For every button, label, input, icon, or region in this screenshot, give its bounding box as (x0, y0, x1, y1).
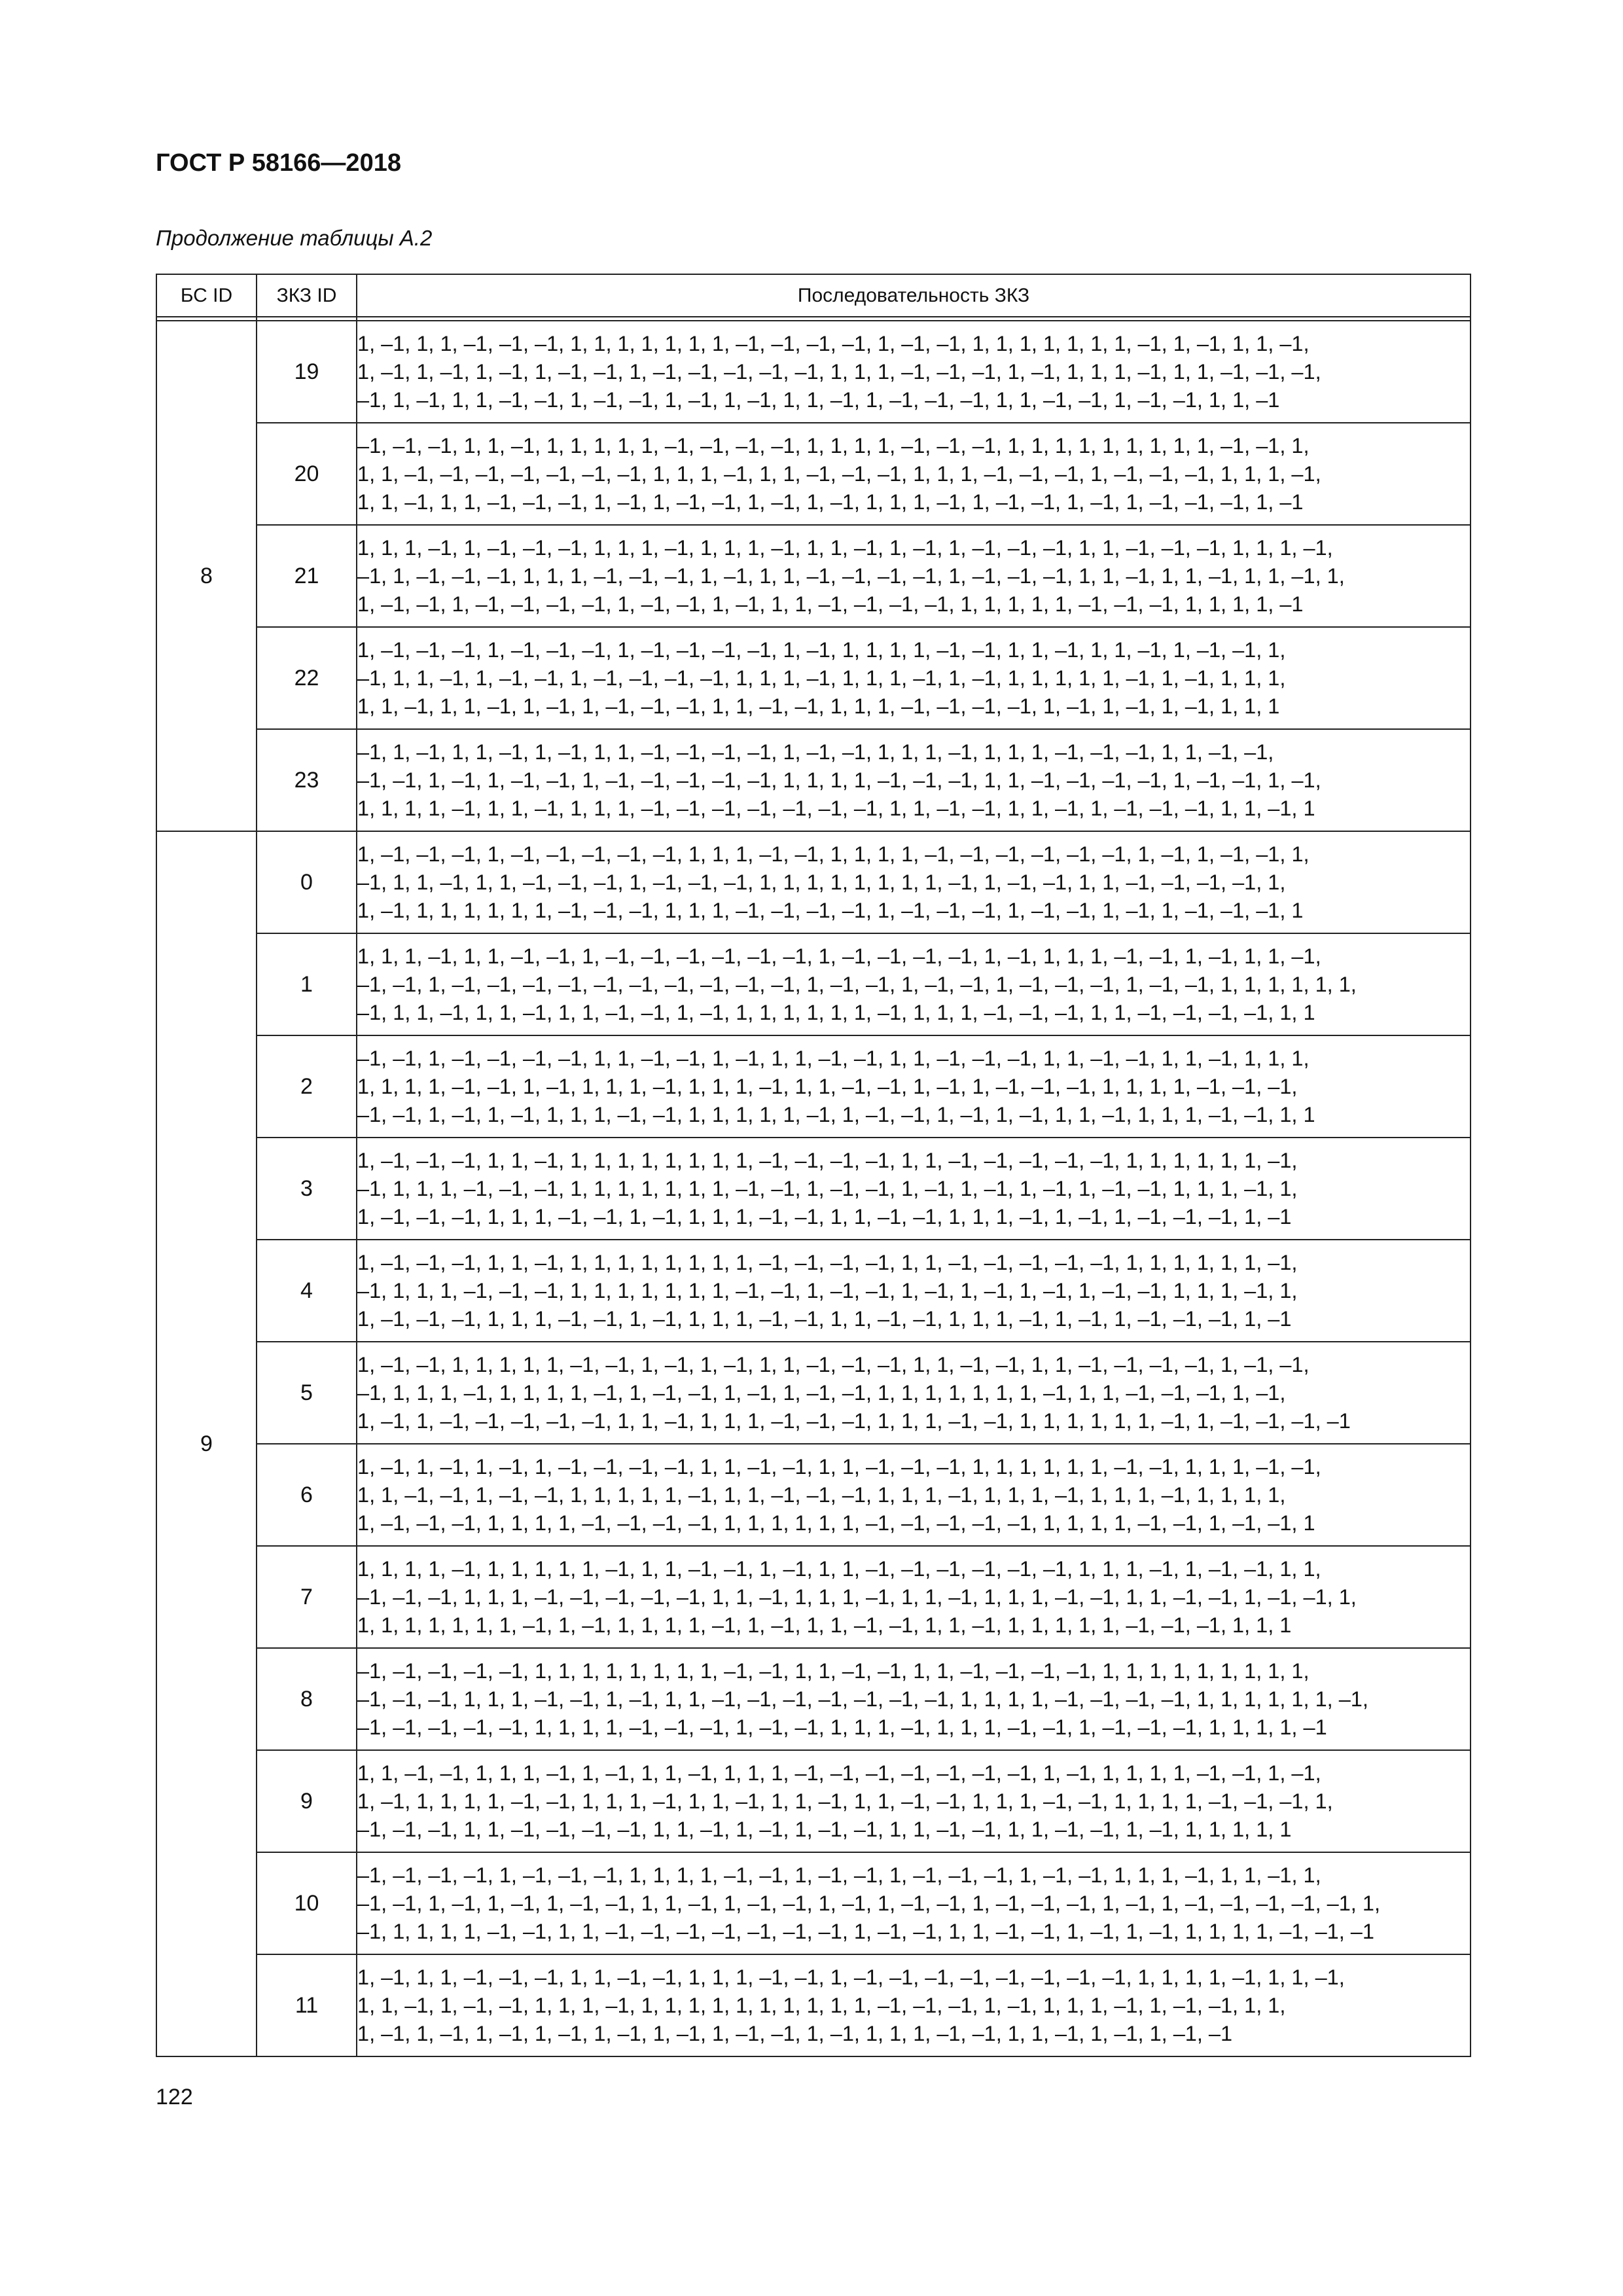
sequence-line: –1, –1, 1, –1, 1, –1, 1, –1, –1, 1, 1, –1, 1, –1, –1, 1, –1, 1, –1, –1, 1, –1, –1, –1, 1, –1, 1, –1, –1, –1, –1, –1, 1, (357, 1891, 1380, 1915)
table-row (156, 1648, 1471, 1750)
sequence-line: 1, 1, 1, 1, –1, –1, 1, –1, 1, 1, 1, –1, 1, 1, 1, –1, 1, 1, –1, –1, 1, –1, 1, –1, –1, –1, 1, 1, 1, 1, –1, –1, –1, (357, 1074, 1298, 1098)
sequence-line: –1, –1, –1, 1, 1, –1, –1, –1, –1, 1, 1, –1, 1, –1, 1, –1, –1, 1, 1, –1, –1, 1, 1, –1, –1, 1, –1, 1, 1, 1, 1, 1 (357, 1817, 1292, 1841)
sequence-line: 1, –1, 1, 1, 1, 1, 1, 1, –1, –1, –1, 1, 1, 1, –1, –1, –1, –1, 1, –1, –1, –1, 1, –1, –1, 1, –1, 1, –1, –1, –1, 1 (357, 898, 1304, 922)
table-row (156, 1954, 1471, 2056)
bs-id-cell: 8 (156, 321, 257, 831)
sequence-line: –1, 1, 1, –1, 1, 1, –1, –1, –1, 1, –1, –1, –1, 1, 1, 1, 1, 1, 1, 1, 1, –1, 1, –1, –1, 1, 1, –1, –1, –1, –1, 1, (357, 870, 1286, 894)
sequence-cell (357, 1648, 1471, 1750)
sequence-line: 1, –1, –1, –1, 1, 1, 1, 1, –1, –1, –1, –1, 1, 1, 1, 1, 1, 1, –1, –1, –1, –1, –1, 1, 1, 1, 1, –1, –1, 1, –1, –1, 1 (357, 1511, 1315, 1535)
sequence-line: –1, 1, 1, 1, –1, –1, –1, 1, 1, 1, 1, 1, 1, 1, –1, –1, 1, –1, –1, 1, –1, 1, –1, 1, –1, 1, –1, –1, 1, 1, 1, –1, 1, (357, 1176, 1298, 1200)
table-row (156, 627, 1471, 729)
page-number: 122 (156, 2085, 193, 2109)
table-row (156, 1546, 1471, 1648)
zkz-id-cell: 10 (257, 1852, 357, 1954)
sequence-cell (357, 729, 1471, 831)
zkz-id-cell: 5 (257, 1342, 357, 1444)
sequence-cell (357, 1035, 1471, 1138)
sequence-line: 1, 1, –1, 1, –1, –1, 1, 1, 1, –1, 1, 1, 1, 1, 1, 1, 1, 1, 1, 1, –1, –1, –1, 1, –1, 1, 1, 1, –1, 1, –1, –1, 1, 1, (357, 1993, 1286, 2017)
table-row (156, 831, 1471, 933)
sequence-line: –1, –1, –1, –1, 1, –1, –1, –1, 1, 1, 1, 1, –1, –1, 1, –1, –1, 1, –1, –1, –1, 1, –1, –1, 1, 1, 1, –1, 1, 1, –1, 1, (357, 1863, 1321, 1887)
sequence-line: –1, 1, 1, 1, –1, –1, –1, 1, 1, 1, 1, 1, 1, 1, –1, –1, 1, –1, –1, 1, –1, 1, –1, 1, –1, 1, –1, –1, 1, 1, 1, –1, 1, (357, 1278, 1298, 1302)
table-row (156, 1444, 1471, 1546)
zkz-id-cell: 23 (257, 729, 357, 831)
sequence-line: –1, –1, –1, –1, –1, 1, 1, 1, 1, –1, –1, –1, 1, –1, –1, 1, 1, 1, –1, 1, 1, 1, –1, –1, 1, –1, –1, –1, 1, 1, 1, 1, –1 (357, 1715, 1327, 1739)
sequence-line: 1, –1, –1, 1, –1, –1, –1, –1, 1, –1, –1, 1, –1, 1, 1, –1, –1, –1, –1, 1, 1, 1, 1, 1, –1, –1, –1, 1, 1, 1, 1, –1 (357, 592, 1304, 616)
zkz-id-cell: 21 (257, 525, 357, 627)
sequence-line: 1, 1, –1, 1, 1, –1, 1, –1, 1, –1, –1, –1, 1, 1, –1, –1, 1, 1, 1, –1, –1, –1, –1, 1, –1, 1, –1, 1, –1, 1, 1, 1 (357, 694, 1280, 718)
sequence-cell (357, 525, 1471, 627)
bs-id-cell: 9 (156, 831, 257, 2056)
sequence-line: 1, –1, –1, 1, 1, 1, 1, 1, –1, –1, 1, –1, 1, –1, 1, 1, –1, –1, –1, 1, 1, –1, –1, 1, 1, –1, –1, –1, –1, 1, –1, –1, (357, 1352, 1310, 1376)
sequence-line: 1, 1, –1, –1, 1, 1, 1, –1, 1, –1, 1, 1, –1, 1, 1, 1, –1, –1, –1, –1, –1, –1, –1, 1, –1, 1, 1, 1, 1, –1, –1, 1, –1, (357, 1761, 1321, 1785)
sequence-cell (357, 1750, 1471, 1852)
document-title: ГОСТ Р 58166—2018 (156, 149, 401, 177)
table-row (156, 525, 1471, 627)
sequence-line: 1, 1, 1, 1, 1, 1, 1, –1, 1, –1, 1, 1, 1, 1, –1, 1, –1, 1, 1, –1, –1, 1, 1, –1, 1, 1, 1, 1, 1, –1, –1, –1, 1, 1, 1 (357, 1613, 1292, 1637)
sequence-line: 1, –1, 1, –1, 1, –1, 1, –1, –1, –1, –1, 1, 1, –1, –1, 1, 1, –1, –1, –1, 1, 1, 1, 1, 1, 1, –1, –1, 1, 1, 1, –1, –1, (357, 1454, 1321, 1479)
sequence-line: –1, 1, –1, 1, 1, –1, –1, 1, –1, –1, 1, –1, 1, –1, 1, 1, –1, 1, –1, –1, –1, 1, 1, –1, –1, 1, –1, –1, 1, 1, –1 (357, 387, 1280, 412)
sequence-line: –1, 1, 1, 1, 1, –1, –1, 1, 1, –1, –1, –1, –1, –1, –1, –1, 1, –1, –1, 1, 1, –1, –1, 1, –1, 1, –1, 1, 1, 1, 1, –1, –1, –1 (357, 1919, 1374, 1943)
zkz-id-cell: 0 (257, 831, 357, 933)
sequence-cell (357, 1954, 1471, 2056)
sequence-line: 1, 1, 1, 1, –1, 1, 1, 1, 1, 1, –1, 1, 1, –1, –1, 1, –1, 1, 1, –1, –1, –1, –1, –1, –1, 1, 1, 1, –1, 1, –1, –1, 1, 1, (357, 1556, 1321, 1581)
column-header-zkz-id: ЗКЗ ID (257, 274, 357, 317)
sequence-line: 1, –1, 1, 1, –1, –1, –1, 1, 1, –1, –1, 1, 1, 1, –1, –1, 1, –1, –1, –1, –1, –1, –1, –1, –1, 1, 1, 1, 1, –1, 1, 1, –1, (357, 1965, 1345, 1989)
sequence-line: –1, –1, –1, 1, 1, 1, –1, –1, 1, –1, 1, 1, –1, –1, –1, –1, –1, –1, –1, 1, 1, 1, 1, –1, –1, –1, –1, 1, 1, 1, 1, 1, 1, –1, (357, 1687, 1368, 1711)
sequence-line: –1, –1, 1, –1, 1, –1, 1, 1, 1, –1, –1, 1, 1, 1, 1, 1, –1, 1, –1, –1, 1, –1, 1, –1, 1, 1, –1, 1, 1, 1, –1, –1, 1, 1 (357, 1102, 1315, 1126)
table-row (156, 1035, 1471, 1138)
sequence-line: 1, –1, 1, –1, 1, –1, 1, –1, –1, 1, –1, –1, –1, –1, –1, 1, 1, 1, –1, –1, –1, 1, –1, 1, 1, 1, –1, 1, 1, –1, –1, –1, (357, 359, 1321, 384)
sequence-line: 1, –1, 1, –1, –1, –1, –1, –1, 1, 1, –1, 1, 1, 1, –1, –1, –1, 1, 1, 1, –1, –1, 1, 1, 1, 1, 1, 1, –1, 1, –1, –1, –1, –1 (357, 1408, 1351, 1433)
sequence-line: 1, –1, 1, 1, –1, –1, –1, 1, 1, 1, 1, 1, 1, 1, –1, –1, –1, –1, 1, –1, –1, 1, 1, 1, 1, 1, 1, 1, –1, 1, –1, 1, 1, –1, (357, 331, 1310, 355)
sequence-cell (357, 1546, 1471, 1648)
sequence-line: –1, 1, 1, 1, –1, 1, 1, 1, 1, –1, 1, –1, –1, 1, –1, 1, –1, –1, 1, 1, 1, 1, 1, 1, 1, –1, 1, 1, –1, –1, –1, 1, –1, (357, 1380, 1286, 1405)
table-row (156, 321, 1471, 423)
sequence-cell (357, 321, 1471, 423)
table-row (156, 1750, 1471, 1852)
column-header-sequence: Последовательность ЗКЗ (357, 274, 1471, 317)
sequence-cell (357, 1342, 1471, 1444)
sequence-cell (357, 423, 1471, 525)
sequence-cell (357, 933, 1471, 1035)
zkz-id-cell: 20 (257, 423, 357, 525)
zkz-id-cell: 2 (257, 1035, 357, 1138)
sequence-line: –1, 1, 1, –1, 1, 1, –1, 1, 1, –1, –1, 1, –1, 1, 1, 1, 1, 1, 1, –1, 1, 1, 1, –1, –1, –1, 1, 1, –1, –1, –1, –1, 1, 1 (357, 1000, 1315, 1024)
sequence-line: 1, –1, –1, –1, 1, –1, –1, –1, –1, –1, 1, 1, 1, –1, –1, 1, 1, 1, 1, –1, –1, –1, –1, –1, –1, 1, –1, 1, –1, –1, 1, (357, 842, 1310, 866)
zkz-id-cell: 4 (257, 1240, 357, 1342)
sequence-cell (357, 1444, 1471, 1546)
sequence-line: 1, 1, 1, 1, –1, 1, 1, –1, 1, 1, 1, –1, –1, –1, –1, –1, –1, –1, 1, 1, –1, –1, 1, 1, –1, 1, –1, –1, –1, 1, 1, –1, 1 (357, 796, 1315, 820)
sequence-line: 1, –1, –1, –1, 1, 1, 1, –1, –1, 1, –1, 1, 1, 1, –1, –1, 1, 1, –1, –1, 1, 1, 1, –1, 1, –1, 1, –1, –1, –1, 1, –1 (357, 1306, 1292, 1331)
sequence-cell (357, 1240, 1471, 1342)
zkz-id-cell: 7 (257, 1546, 357, 1648)
sequence-line: –1, –1, 1, –1, 1, –1, –1, 1, –1, –1, –1, –1, –1, 1, 1, 1, 1, –1, –1, –1, 1, 1, –1, –1, –1, –1, 1, –1, –1, 1, –1, (357, 768, 1321, 792)
zkz-id-cell: 9 (257, 1750, 357, 1852)
zkz-id-cell: 6 (257, 1444, 357, 1546)
sequence-line: –1, 1, –1, 1, 1, –1, 1, –1, 1, 1, –1, –1, –1, –1, 1, –1, –1, 1, 1, 1, –1, 1, 1, 1, –1, –1, –1, 1, 1, –1, –1, (357, 740, 1274, 764)
sequence-line: 1, –1, –1, –1, 1, 1, 1, –1, –1, 1, –1, 1, 1, 1, –1, –1, 1, 1, –1, –1, 1, 1, 1, –1, 1, –1, 1, –1, –1, –1, 1, –1 (357, 1204, 1292, 1229)
sequence-line: –1, –1, 1, –1, –1, –1, –1, –1, –1, –1, –1, –1, –1, 1, –1, –1, 1, –1, –1, 1, –1, –1, –1, 1, –1, –1, 1, 1, 1, 1, 1, 1, (357, 972, 1357, 996)
table-row (156, 1138, 1471, 1240)
zkz-id-cell: 3 (257, 1138, 357, 1240)
zkz-id-cell: 19 (257, 321, 357, 423)
sequence-line: 1, –1, –1, –1, 1, 1, –1, 1, 1, 1, 1, 1, 1, 1, 1, –1, –1, –1, –1, 1, 1, –1, –1, –1, –1, –1, 1, 1, 1, 1, 1, 1, –1, (357, 1148, 1298, 1172)
table-row (156, 933, 1471, 1035)
sequence-line: –1, –1, –1, –1, –1, 1, 1, 1, 1, 1, 1, 1, 1, –1, –1, 1, 1, –1, –1, 1, 1, –1, –1, –1, –1, 1, 1, 1, 1, 1, 1, 1, 1, 1, (357, 1659, 1310, 1683)
sequence-line: 1, 1, 1, –1, 1, –1, –1, –1, 1, 1, 1, –1, 1, 1, 1, –1, 1, 1, –1, 1, –1, 1, –1, –1, –1, 1, 1, –1, –1, –1, 1, 1, 1, –1, (357, 535, 1333, 560)
sequence-cell (357, 627, 1471, 729)
sequence-line: –1, 1, 1, –1, 1, –1, –1, 1, –1, –1, –1, –1, 1, 1, 1, –1, 1, 1, 1, –1, 1, –1, 1, 1, 1, 1, 1, –1, 1, –1, 1, 1, 1, (357, 666, 1286, 690)
sequence-cell (357, 831, 1471, 933)
table-body (156, 321, 1471, 2056)
sequence-line: 1, –1, 1, 1, 1, 1, –1, –1, 1, 1, 1, –1, 1, 1, –1, 1, 1, –1, 1, 1, –1, –1, 1, 1, 1, –1, –1, 1, 1, 1, 1, –1, –1, –1, 1, (357, 1789, 1333, 1813)
sequence-cell (357, 1852, 1471, 1954)
sequence-cell (357, 1138, 1471, 1240)
table-row (156, 423, 1471, 525)
sequence-line: 1, 1, –1, –1, –1, –1, –1, –1, –1, 1, 1, 1, –1, 1, 1, –1, –1, –1, 1, 1, 1, –1, –1, –1, 1, –1, –1, –1, 1, 1, 1, –1, (357, 461, 1321, 486)
sequence-line: –1, –1, 1, –1, –1, –1, –1, 1, 1, –1, –1, 1, –1, 1, 1, –1, –1, 1, 1, –1, –1, –1, 1, 1, –1, –1, 1, 1, –1, 1, 1, 1, (357, 1046, 1310, 1070)
sequence-line: –1, 1, –1, –1, –1, 1, 1, 1, –1, –1, –1, 1, –1, 1, 1, –1, –1, –1, –1, 1, –1, –1, –1, 1, 1, –1, 1, 1, –1, 1, 1, –1, 1, (357, 564, 1345, 588)
column-header-bs-id: БС ID (156, 274, 257, 317)
sequence-table (156, 274, 1471, 2057)
sequence-line: 1, 1, –1, –1, 1, –1, –1, 1, 1, 1, 1, 1, –1, 1, 1, –1, –1, –1, 1, 1, 1, –1, 1, 1, 1, –1, 1, 1, 1, –1, 1, 1, 1, 1, (357, 1482, 1286, 1507)
zkz-id-cell: 11 (257, 1954, 357, 2056)
sequence-line: 1, 1, 1, –1, 1, 1, –1, –1, 1, –1, –1, –1, –1, –1, –1, 1, –1, –1, –1, –1, 1, –1, 1, 1, 1, –1, –1, 1, –1, 1, 1, –1, (357, 944, 1321, 968)
zkz-id-cell: 8 (257, 1648, 357, 1750)
table-row (156, 1342, 1471, 1444)
table-row (156, 1852, 1471, 1954)
sequence-line: –1, –1, –1, 1, 1, 1, –1, –1, –1, –1, –1, 1, 1, –1, 1, 1, 1, –1, 1, 1, –1, 1, 1, 1, –1, –1, 1, 1, –1, –1, 1, –1, –1, 1, (357, 1585, 1357, 1609)
table-row (156, 1240, 1471, 1342)
sequence-line: 1, –1, 1, –1, 1, –1, 1, –1, 1, –1, 1, –1, 1, –1, –1, 1, –1, 1, 1, 1, –1, –1, 1, 1, –1, 1, –1, 1, –1, –1 (357, 2021, 1233, 2045)
sequence-line: 1, 1, –1, 1, 1, –1, –1, –1, 1, –1, 1, –1, –1, 1, –1, 1, –1, 1, 1, 1, –1, 1, –1, –1, 1, –1, 1, –1, –1, –1, 1, –1 (357, 490, 1304, 514)
sequence-line: –1, –1, –1, 1, 1, –1, 1, 1, 1, 1, 1, –1, –1, –1, –1, 1, 1, 1, 1, –1, –1, –1, 1, 1, 1, 1, 1, 1, 1, 1, 1, –1, –1, 1, (357, 433, 1310, 457)
table-header-row (156, 274, 1471, 317)
table-row (156, 729, 1471, 831)
sequence-line: 1, –1, –1, –1, 1, 1, –1, 1, 1, 1, 1, 1, 1, 1, 1, –1, –1, –1, –1, 1, 1, –1, –1, –1, –1, –1, 1, 1, 1, 1, 1, 1, –1, (357, 1250, 1298, 1274)
zkz-id-cell: 22 (257, 627, 357, 729)
table-caption: Продолжение таблицы А.2 (156, 226, 433, 250)
sequence-line: 1, –1, –1, –1, 1, –1, –1, –1, 1, –1, –1, –1, –1, 1, –1, 1, 1, 1, 1, –1, –1, 1, 1, –1, 1, 1, –1, 1, –1, –1, 1, (357, 637, 1286, 662)
zkz-id-cell: 1 (257, 933, 357, 1035)
